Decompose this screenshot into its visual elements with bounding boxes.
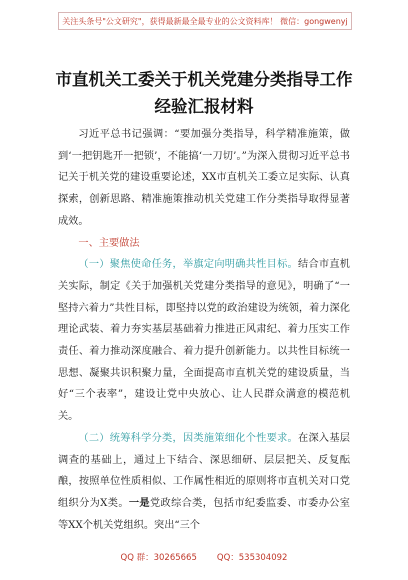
subsection-2-heading: （二）统筹科学分类，因类施策细化个性要求。 (78, 432, 298, 444)
document-title (40, 66, 368, 120)
subsection-1-body: 结合市直机关实际，制定《关于加强机关党建分类指导的意见》，明确了“一堅持六着力”共性目标，即堅持以党的政治建设为统领，着力深化理论武装、着力夯实基层基础着力推进正风肃纪、着力压实工作责任、着力推动深度融合、着力提升创新能力。以共性目标统一思想、凝聚共识积聚力量，全面提高市直机关党的建设质量，当好“三个表率”，建设让党中央放心、让人民群众满意的模范机关。 (58, 259, 350, 423)
subsection-2-paragraph (58, 428, 350, 537)
subsection-1-heading: （一）聚焦使命任务，举旗定向明确共性目标。 (78, 259, 298, 271)
footer-qq-group: QQ 群：30265665 (120, 553, 197, 563)
document-body (58, 124, 350, 536)
subsection-2-body-a: 在深入基层调查的基础上，通过上下结合、深思细研、层层把关、反复酝酿，按照单位性质相似、工作属性相近的原则将市直机关对口党组织分为X类。 (58, 432, 350, 509)
promo-banner (58, 12, 352, 30)
title-line-1: 市直机关工委关于机关党建分类指导工作 (55, 70, 353, 89)
subsection-1-paragraph (58, 254, 350, 428)
section-heading: 一、主要做法 (78, 237, 140, 249)
footer-qq: QQ：535304092 (216, 553, 288, 563)
title-line-2: 经验汇报材料 (154, 97, 254, 116)
subsection-2-emphasis: 一是 (128, 496, 150, 509)
intro-paragraph: 习近平总书记强调：“要加强分类指导，科学精准施策，做到‘一把钥匙开一把锁’，不能搞‘一刀切’。”为深入贯彻习近平总书记关于机关党的建设重要论述，XX市直机关工委立足实际、认真探索，创新思路、精准施策推动机关党建工作分类指导取得显著成效。 (58, 129, 350, 227)
page-footer (0, 551, 408, 563)
promo-banner-text: 关注头条号"公文研究"，获得最新最全最专业的公文资料库！ 微信：gongwenyj (62, 16, 348, 26)
subsection-2-body-b: 党政综合类，包括市纪委监委、市委办公室等XX个机关党组织。突出“三个 (58, 497, 350, 531)
